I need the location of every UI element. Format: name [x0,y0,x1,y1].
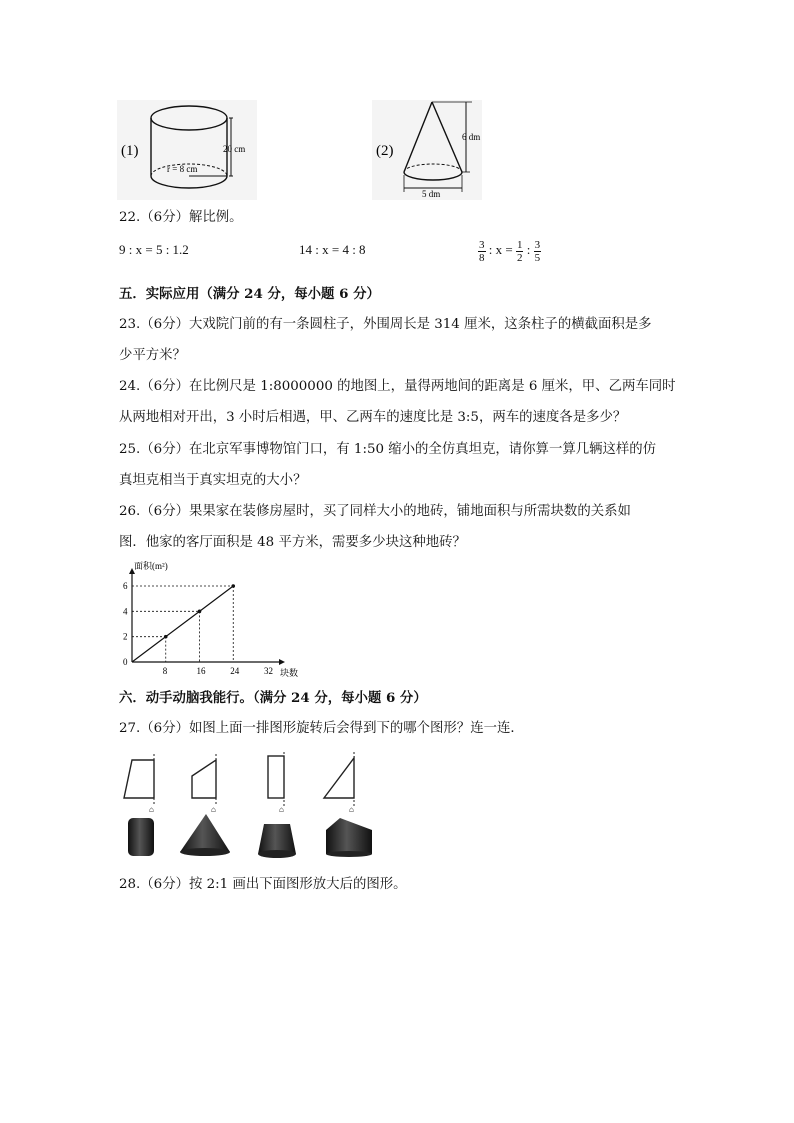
q24-line2: 从两地相对开出，3 小时后相遇，甲、乙两车的速度比是 3:5，两车的速度各是多少？ [119,410,627,425]
q26-line1: 26.（6分）果果家在装修房屋时，买了同样大小的地砖，铺地面积与所需块数的关系如 [119,504,631,519]
cylinder-label: (1) [121,143,139,159]
solid-frustum [258,824,296,858]
svg-text:⌂: ⌂ [349,805,354,814]
q23-line1: 23.（6分）大戏院门前的有一条圆柱子，外围周长是 314 厘米，这条柱子的横截面积是多 [119,317,652,332]
shape-trapezoid-2 [192,754,216,814]
cone-diameter-label: 5 dm [422,189,441,199]
cone-height-label: 6 dm [462,132,481,142]
q27-text: 27.（6分）如图上面一排图形旋转后会得到下的哪个图形？连一连． [119,721,524,736]
q26-line2: 图．他家的客厅面积是 48 平方米，需要多少块这种地砖？ [119,535,466,550]
chart-y-tick-2: 4 [123,606,128,617]
figure-cylinder [117,100,257,200]
chart-y-tick-3: 6 [123,581,128,591]
q22-eq2: 14 : x = 4 : 8 [299,242,366,257]
svg-text:⌂: ⌂ [279,805,284,814]
chart-point-3 [231,584,235,588]
q25-line2: 真坦克相当于真实坦克的大小？ [119,473,307,488]
chart-y-tick-1: 2 [123,631,128,642]
q23-line2: 少平方米？ [119,348,186,363]
section6-title: 六．动手动脑我能行。（满分 24 分，每小题 6 分） [119,690,427,706]
shape-triangle [324,752,354,814]
cylinder-radius-label: r = 8 cm [167,164,198,174]
solid-cylinder [128,818,154,856]
chart-x-tick-3: 32 [264,666,273,676]
solid-cone [180,814,230,856]
q24-line1: 24.（6分）在比例尺是 1:8000000 的地图上，量得两地间的距离是 6 厘米，甲、乙两车同时 [119,379,676,394]
chart-x-tick-2: 24 [230,666,240,676]
q22-eq1: 9 : x = 5 : 1.2 [119,242,189,257]
q22-eq3: $\frac{3}{8}$ : x = $\frac{1}{2}$ : $\frac{3}{5}$ [479,238,541,264]
chart-x-tick-0: 8 [162,666,168,676]
q22-text: 22.（6分）解比例。 [119,210,243,225]
svg-text:⌂: ⌂ [149,805,154,814]
svg-text:⌂: ⌂ [211,805,216,814]
rotation-figures [118,750,388,862]
solid-cone-on-cylinder [326,818,372,857]
chart-xlabel: 块数 [280,668,299,678]
section5-title: 五．实际应用（满分 24 分，每小题 6 分） [119,286,380,302]
chart-point-1 [164,635,168,639]
cylinder-height-label: 20 cm [223,144,246,154]
chart-y-tick-0: 0 [123,657,128,667]
figure-cone [372,100,482,200]
shape-rectangle [268,752,284,814]
chart-point-2 [198,610,202,614]
q28-text: 28.（6分）按 2:1 画出下面图形放大后的图形。 [119,877,407,892]
cone-label: (2) [376,143,394,159]
chart-ylabel: 面积(m²) [134,561,168,571]
chart-x-arrow [279,659,285,665]
q25-line1: 25.（6分）在北京军事博物馆门口，有 1:50 缩小的全仿真坦克，请你算一算几辆这样的仿 [119,442,657,457]
area-tiles-chart [118,558,303,680]
chart-series-line [132,586,233,662]
chart-x-tick-1: 16 [196,666,206,676]
shape-trapezoid-1 [124,754,154,814]
